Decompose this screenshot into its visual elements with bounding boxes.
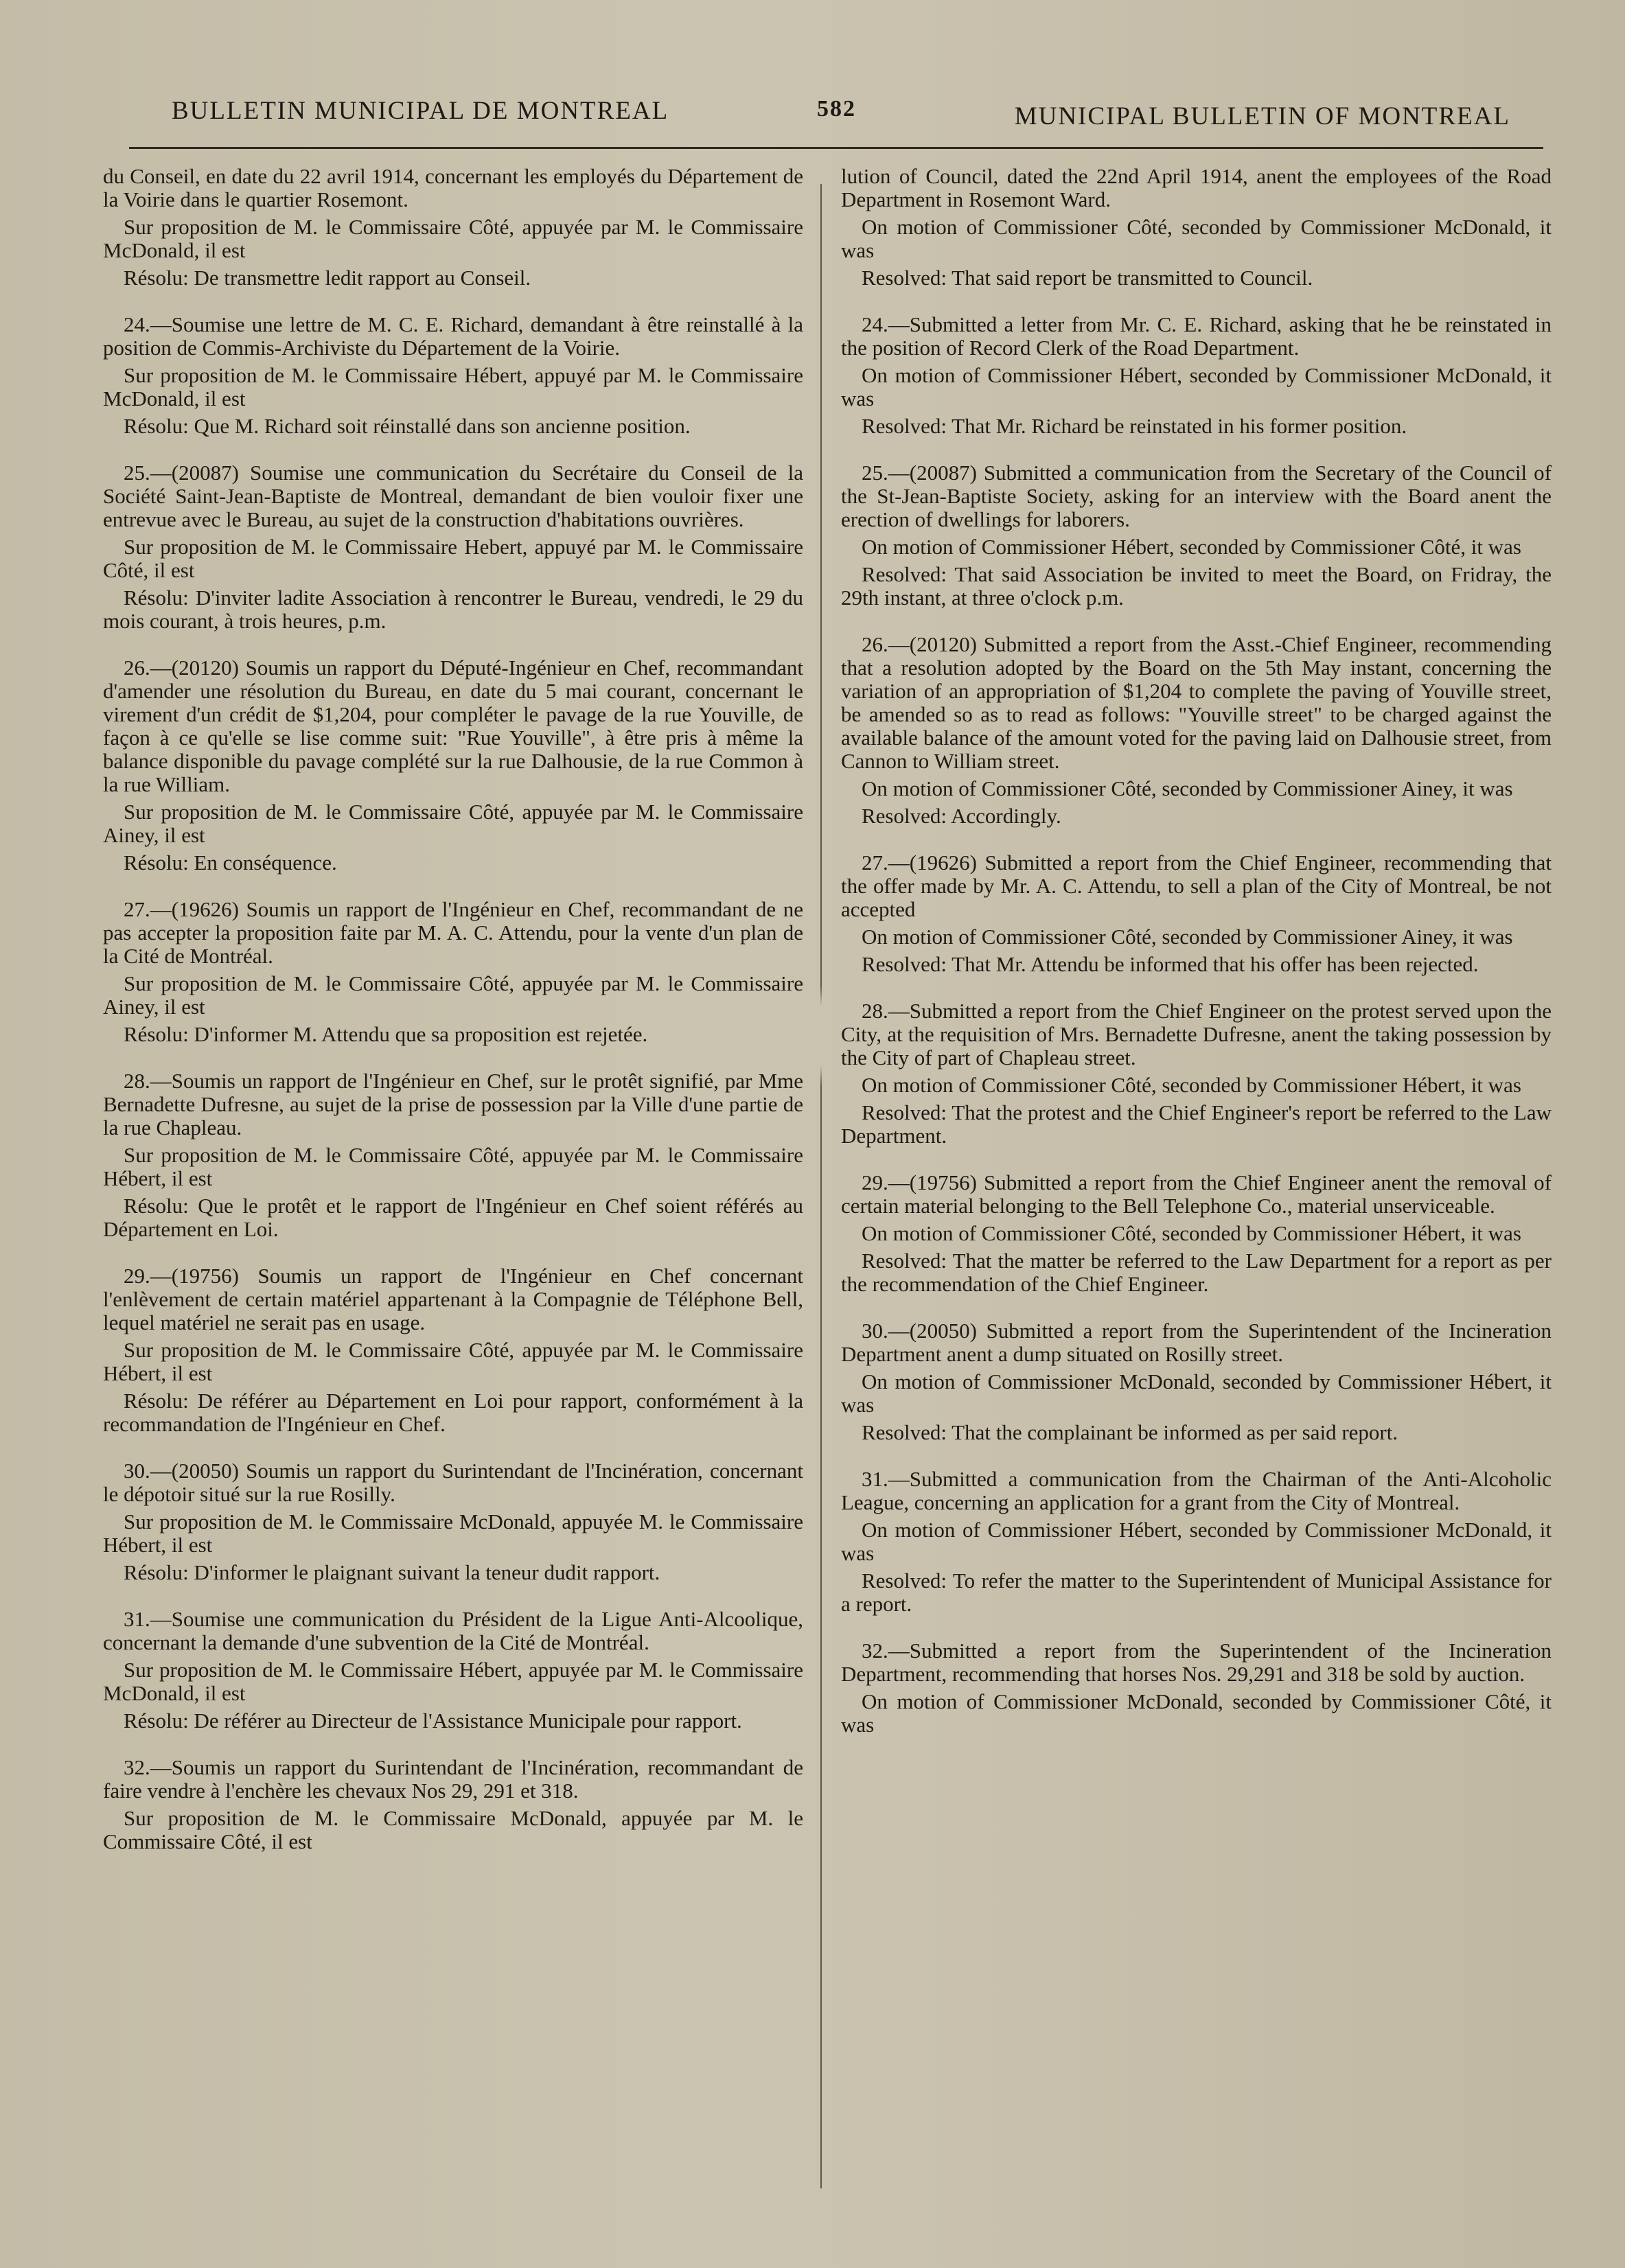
english-minute-item — [841, 999, 1552, 1148]
english-item-resolution: Resolved: That the protest and the Chief Engineer's report be referred to the Law Department. — [841, 1100, 1552, 1148]
french-minute-item — [103, 313, 803, 438]
english-item-text: lution of Council, dated the 22nd April 1914, anent the employees of the Road Department in Rosemont Ward. — [841, 164, 1552, 211]
french-item-motion: Sur proposition de M. le Commissaire Hébert, appuyé par M. le Commissaire McDonald, il est — [103, 363, 803, 410]
english-item-resolution: Resolved: That Mr. Richard be reinstated in his former position. — [862, 414, 1407, 438]
french-item-motion: Sur proposition de M. le Commissaire Côté, appuyée par M. le Commissaire Ainey, il est — [103, 971, 803, 1019]
french-item-resolution: Résolu: Que le protêt et le rapport de l'Ingénieur en Chef soient référés au Département en Loi. — [103, 1194, 803, 1241]
english-item-resolution: Resolved: That said Association be invited to meet the Board, on Fridray, the 29th instant, at three o'clock p.m. — [841, 562, 1552, 610]
english-item-text: 25.—(20087) Submitted a communication from the Secretary of the Council of the St-Jean-Baptiste Society, asking for an interview with the Board anent the erection of dwellings for laborers. — [841, 461, 1552, 531]
french-minute-item — [103, 461, 803, 633]
french-minute-item — [103, 656, 803, 875]
page-header — [124, 96, 1510, 137]
english-item-resolution: Resolved: Accordingly. — [862, 804, 1061, 828]
english-minute-item — [841, 1468, 1552, 1616]
french-item-text: 27.—(19626) Soumis un rapport de l'Ingénieur en Chef, recommandant de ne pas accepter la proposition faite par M. A. C. Attendu, pour la vente d'un plan de la Cité de Montréal. — [103, 897, 803, 968]
english-item-motion: On motion of Commissioner Hébert, seconded by Commissioner Côté, it was — [862, 535, 1521, 559]
french-item-resolution: Résolu: D'informer le plaignant suivant la teneur dudit rapport. — [124, 1560, 660, 1584]
english-item-motion: On motion of Commissioner Côté, seconded by Commissioner Ainey, it was — [862, 925, 1513, 949]
page-number: 582 — [817, 96, 856, 121]
english-item-motion: On motion of Commissioner Hébert, seconded by Commissioner McDonald, it was — [841, 1518, 1552, 1565]
french-item-resolution: Résolu: En conséquence. — [124, 850, 337, 875]
french-item-resolution: Résolu: De référer au Département en Loi pour rapport, conformément à la recommandation de l'Ingénieur en Chef. — [103, 1389, 803, 1436]
french-item-motion: Sur proposition de M. le Commissaire Hébert, appuyée par M. le Commissaire McDonald, il est — [103, 1658, 803, 1705]
french-minute-item — [103, 1608, 803, 1733]
french-item-text: 32.—Soumis un rapport du Surintendant de l'Incinération, recommandant de faire vendre à l'enchère les chevaux Nos 29, 291 et 318. — [103, 1755, 803, 1803]
french-item-text: 25.—(20087) Soumise une communication du Secrétaire du Conseil de la Société Saint-Jean-Baptiste de Montreal, demandant de bien vouloir fixer une entrevue avec le Bureau, au sujet de la construction d'habitations ouvrières. — [103, 461, 803, 531]
english-item-text: 30.—(20050) Submitted a report from the Superintendent of the Incineration Department anent a dump situated on Rosilly street. — [841, 1319, 1552, 1366]
english-minute-item — [841, 461, 1552, 610]
english-item-motion: On motion of Commissioner McDonald, seconded by Commissioner Côté, it was — [841, 1689, 1552, 1737]
french-item-text: 28.—Soumis un rapport de l'Ingénieur en Chef, sur le protêt signifié, par Mme Bernadette Dufresne, au sujet de la prise de possession par la Ville d'une partie de la rue Chapleau. — [103, 1069, 803, 1139]
french-item-text: 24.—Soumise une lettre de M. C. E. Richard, demandant à être reinstallé à la position de Commis-Archiviste du Département de la Voirie. — [103, 312, 803, 360]
english-item-text: 28.—Submitted a report from the Chief Engineer on the protest served upon the City, at the requisition of Mrs. Bernadette Dufresne, anent the taking possession by the City of part of Chapleau street. — [841, 999, 1552, 1069]
english-item-resolution: Resolved: That the complainant be informed as per said report. — [862, 1420, 1398, 1444]
french-item-text: 26.—(20120) Soumis un rapport du Député-Ingénieur en Chef, recommandant d'amender une résolution du Bureau, en date du 5 mai courant, concernant le virement d'un crédit de $1,204, pour compléter le pavage de la rue Youville, de façon à ce qu'elle se lise comme suit: "Rue Youville", à être pris à même la balance disponible du pavage complété sur la rue Dalhousie, de la rue Common à la rue William. — [103, 656, 803, 796]
english-minute-item — [841, 313, 1552, 438]
english-item-text: 32.—Submitted a report from the Superintendent of the Incineration Department, recommending that horses Nos. 29,291 and 318 be sold by auction. — [841, 1639, 1552, 1686]
french-column — [103, 165, 803, 1877]
english-minute-item — [841, 851, 1552, 976]
english-item-text: 27.—(19626) Submitted a report from the Chief Engineer, recommending that the offer made by Mr. A. C. Attendu, to sell a plan of the City of Montreal, be not accepted — [841, 850, 1552, 921]
english-item-motion: On motion of Commissioner Hébert, seconded by Commissioner McDonald, it was — [841, 363, 1552, 410]
english-item-text: 24.—Submitted a letter from Mr. C. E. Richard, asking that he be reinstated in the position of Record Clerk of the Road Department. — [841, 312, 1552, 360]
english-item-text: 26.—(20120) Submitted a report from the Asst.-Chief Engineer, recommending that a resolution adopted by the Board on the 5th May instant, concerning the variation of an appropriation of $1,204 to complete the paving of Youville street, be amended so as to read as follows: "Youville street" to be charged against the available balance of the amount voted for the paving laid on Dalhousie street, from Cannon to William street. — [841, 632, 1552, 773]
english-item-resolution: Resolved: To refer the matter to the Superintendent of Municipal Assistance for a report. — [841, 1569, 1552, 1616]
french-item-motion: Sur proposition de M. le Commissaire Côté, appuyée par M. le Commissaire Ainey, il est — [103, 800, 803, 847]
french-item-text: 31.—Soumise une communication du Président de la Ligue Anti-Alcoolique, concernant la demande d'une subvention de la Cité de Montréal. — [103, 1607, 803, 1654]
english-item-motion: On motion of Commissioner Côté, seconded by Commissioner Ainey, it was — [862, 776, 1513, 800]
column-divider — [820, 184, 822, 2188]
french-item-resolution: Résolu: De référer au Directeur de l'Assistance Municipale pour rapport. — [124, 1709, 742, 1733]
english-item-text: 31.—Submitted a communication from the Chairman of the Anti-Alcoholic League, concerning an application for a grant from the City of Montreal. — [841, 1467, 1552, 1514]
header-title-english: MUNICIPAL BULLETIN OF MONTREAL — [1014, 102, 1510, 130]
french-item-resolution: Résolu: Que M. Richard soit réinstallé dans son ancienne position. — [124, 414, 691, 438]
french-item-resolution: Résolu: D'inviter ladite Association à rencontrer le Bureau, vendredi, le 29 du mois courant, à trois heures, p.m. — [103, 586, 803, 633]
french-item-motion: Sur proposition de M. le Commissaire Côté, appuyée par M. le Commissaire Hébert, il est — [103, 1143, 803, 1190]
french-item-motion: Sur proposition de M. le Commissaire Hebert, appuyé par M. le Commissaire Côté, il est — [103, 535, 803, 582]
english-item-resolution: Resolved: That the matter be referred to the Law Department for a report as per the recommendation of the Chief Engineer. — [841, 1249, 1552, 1296]
french-minute-item — [103, 165, 803, 290]
english-minute-item — [841, 165, 1552, 290]
english-minute-item — [841, 1319, 1552, 1444]
english-item-motion: On motion of Commissioner Côté, seconded by Commissioner Hébert, it was — [862, 1221, 1521, 1245]
french-item-text: 29.—(19756) Soumis un rapport de l'Ingénieur en Chef concernant l'enlèvement de certain matériel appartenant à la Compagnie de Téléphone Bell, lequel matériel ne serait pas en usage. — [103, 1264, 803, 1334]
french-item-motion: Sur proposition de M. le Commissaire McDonald, appuyée par M. le Commissaire Côté, il est — [103, 1806, 803, 1853]
french-minute-item — [103, 1756, 803, 1853]
french-item-motion: Sur proposition de M. le Commissaire McDonald, appuyée M. le Commissaire Hébert, il est — [103, 1509, 803, 1557]
english-item-resolution: Resolved: That Mr. Attendu be informed that his offer has been rejected. — [862, 952, 1479, 976]
english-minute-item — [841, 633, 1552, 828]
english-item-motion: On motion of Commissioner McDonald, seconded by Commissioner Hébert, it was — [841, 1369, 1552, 1417]
english-minute-item — [841, 1171, 1552, 1296]
english-minute-item — [841, 1639, 1552, 1737]
french-minute-item — [103, 1459, 803, 1584]
english-item-text: 29.—(19756) Submitted a report from the Chief Engineer anent the removal of certain material belonging to the Bell Telephone Co., material unserviceable. — [841, 1170, 1552, 1218]
english-column — [841, 165, 1552, 1760]
english-item-motion: On motion of Commissioner Côté, seconded by Commissioner McDonald, it was — [841, 215, 1552, 262]
english-item-motion: On motion of Commissioner Côté, seconded by Commissioner Hébert, it was — [862, 1073, 1521, 1097]
french-item-motion: Sur proposition de M. le Commissaire Côté, appuyée par M. le Commissaire McDonald, il est — [103, 215, 803, 262]
header-rule — [129, 147, 1543, 149]
french-item-resolution: Résolu: D'informer M. Attendu que sa proposition est rejetée. — [124, 1022, 648, 1046]
french-item-text: du Conseil, en date du 22 avril 1914, concernant les employés du Département de la Voirie dans le quartier Rosemont. — [103, 164, 803, 211]
english-item-resolution: Resolved: That said report be transmitted to Council. — [862, 266, 1313, 290]
french-minute-item — [103, 1069, 803, 1241]
french-item-resolution: Résolu: De transmettre ledit rapport au Conseil. — [124, 266, 531, 290]
french-minute-item — [103, 898, 803, 1046]
header-title-french: BULLETIN MUNICIPAL DE MONTREAL — [172, 97, 669, 125]
french-minute-item — [103, 1264, 803, 1436]
french-item-motion: Sur proposition de M. le Commissaire Côté, appuyée par M. le Commissaire Hébert, il est — [103, 1338, 803, 1385]
french-item-text: 30.—(20050) Soumis un rapport du Surintendant de l'Incinération, concernant le dépotoir situé sur la rue Rosilly. — [103, 1459, 803, 1506]
